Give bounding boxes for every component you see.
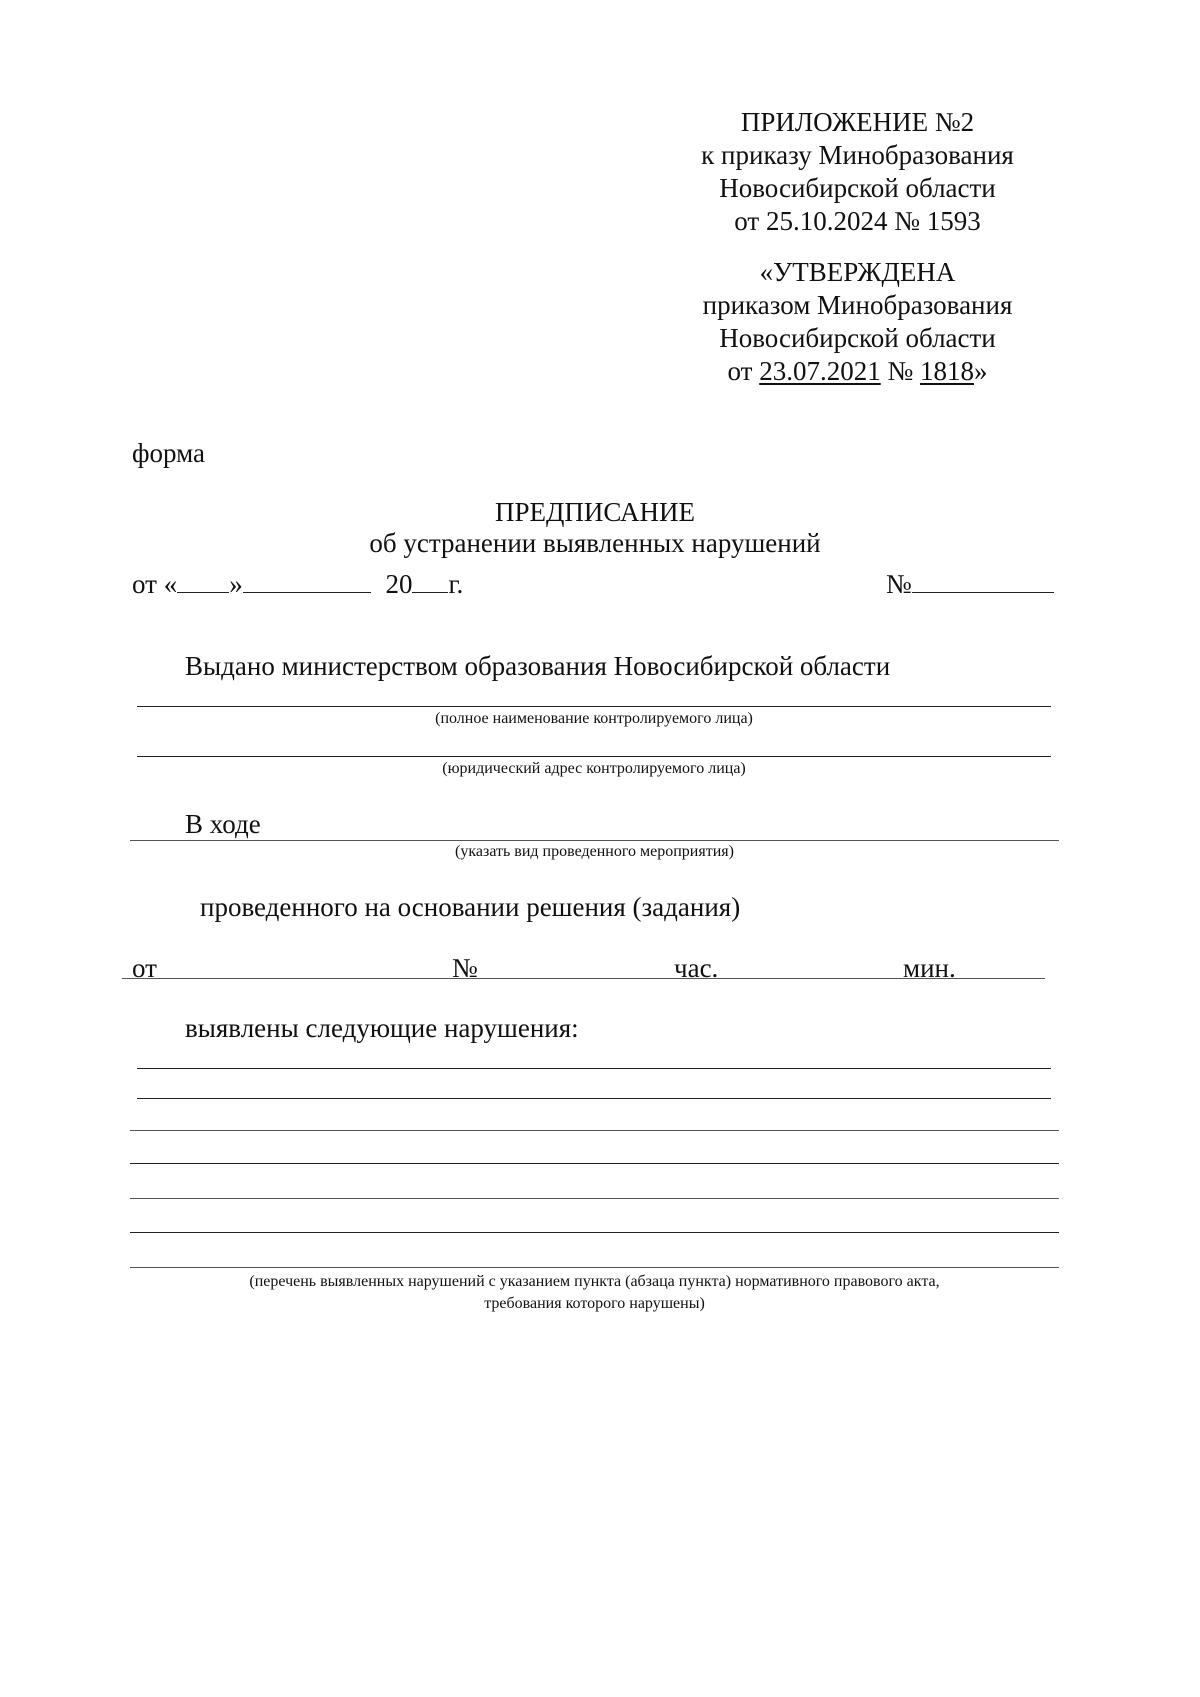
approved-region: Новосибирской области bbox=[719, 323, 996, 353]
appendix-order-ref: к приказу Минобразования bbox=[701, 140, 1014, 170]
appendix-block bbox=[700, 106, 1015, 238]
appendix-date-number: от 25.10.2024 № 1593 bbox=[734, 206, 981, 236]
decision-from-label: от bbox=[132, 953, 157, 983]
event-type-hint: (указать вид проведенного мероприятия) bbox=[455, 843, 734, 860]
legal-address-hint: (юридический адрес контролируемого лица) bbox=[442, 760, 746, 777]
violations-hint-line1: (перечень выявленных нарушений с указанием пункта (абзаца пункта) нормативного правового акта, bbox=[249, 1273, 940, 1290]
document-subtitle: об устранении выявленных нарушений bbox=[369, 528, 821, 558]
date-line: от « » 20 г. bbox=[132, 569, 464, 599]
legal-address-line[interactable] bbox=[137, 756, 1051, 757]
decision-number-label: № bbox=[452, 953, 478, 983]
approved-block bbox=[700, 256, 1015, 388]
violations-found-text: выявлены следующие нарушения: bbox=[185, 1013, 579, 1043]
decision-hours-label: час. bbox=[674, 953, 719, 983]
violations-line-6[interactable] bbox=[130, 1232, 1059, 1233]
year-field[interactable] bbox=[412, 568, 448, 593]
full-name-line[interactable] bbox=[137, 706, 1051, 707]
approved-order-ref: приказом Минобразования bbox=[702, 290, 1013, 320]
approved-date: 23.07.2021 bbox=[759, 356, 881, 386]
day-field[interactable] bbox=[177, 568, 229, 593]
event-type-line[interactable] bbox=[130, 840, 1059, 841]
appendix-region: Новосибирской области bbox=[719, 173, 996, 203]
violations-line-1[interactable] bbox=[137, 1068, 1051, 1069]
violations-line-2[interactable] bbox=[137, 1098, 1051, 1099]
decision-line[interactable] bbox=[122, 978, 1045, 979]
approved-number: 1818 bbox=[919, 356, 974, 386]
approved-title: «УТВЕРЖДЕНА bbox=[759, 257, 956, 287]
based-on-text: проведенного на основании решения (задания) bbox=[200, 892, 741, 922]
decision-minutes-label: мин. bbox=[903, 953, 956, 983]
during-text: В ходе bbox=[185, 809, 261, 839]
approved-date-number: от 23.07.2021 № 1818» bbox=[727, 356, 988, 386]
document-number-line: № bbox=[886, 568, 1054, 601]
month-field[interactable] bbox=[243, 568, 371, 593]
violations-line-3[interactable] bbox=[130, 1130, 1059, 1131]
full-name-hint: (полное наименование контролируемого лица) bbox=[435, 710, 753, 727]
document-title: ПРЕДПИСАНИЕ bbox=[494, 497, 696, 527]
violations-line-4[interactable] bbox=[130, 1163, 1059, 1164]
form-label: форма bbox=[132, 438, 205, 468]
violations-hint-line2: требования которого нарушены) bbox=[484, 1295, 705, 1312]
document-number-field[interactable] bbox=[912, 568, 1054, 593]
issued-by-text: Выдано министерством образования Новосибирской области bbox=[185, 651, 891, 681]
appendix-title: ПРИЛОЖЕНИЕ №2 bbox=[740, 107, 975, 137]
violations-line-5[interactable] bbox=[130, 1198, 1059, 1199]
violations-line-7[interactable] bbox=[130, 1267, 1059, 1268]
